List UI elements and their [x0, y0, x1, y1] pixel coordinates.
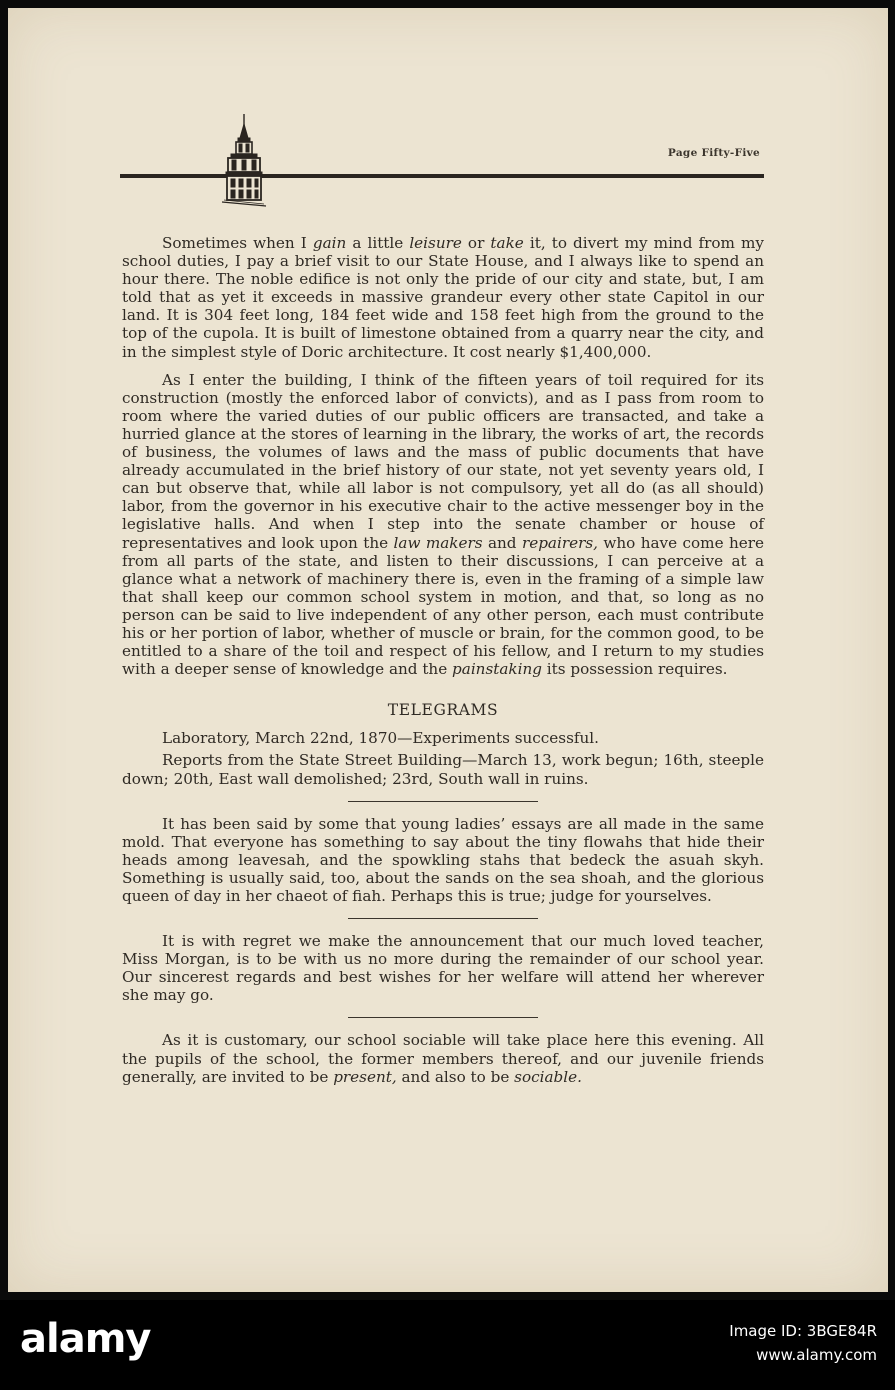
tower-ornament-icon — [214, 112, 274, 208]
section-divider — [348, 1017, 538, 1018]
telegrams-heading: TELEGRAMS — [387, 701, 499, 720]
section-divider — [348, 918, 538, 919]
telegram-state-street: Reports from the State Street Building—March 13, work begun; 16th, steeple down; 20th, East wall demolished; 23rd, South wall in ruins. — [122, 751, 764, 788]
article-body — [122, 234, 764, 1086]
document-page — [8, 8, 888, 1292]
page-number: Page Fifty-Five — [667, 147, 760, 159]
watermark-logo: alamy — [20, 1316, 151, 1362]
image-id-label: Image ID: 3BGE84R — [729, 1322, 877, 1340]
paragraph-building-visit: As I enter the building, I think of the fifteen years of toil required for its construction (mostly the enforced labor of convicts), and as I pass from room to room where the varied duties of our public officers are transacted, and take a hurried glance at the stores of learning in the library, the works of art, the records of business, the volumes of laws and the mass of public documents that have already accumulated in the brief history of our state, not yet seventy years old, I can but observe that, while all labor is not compulsory, yet all do (as all should) labor, from the governor in his executive chair to the active messenger boy in the legislative halls. And when I step into the senate chamber or house of representatives and look upon the law makers and repairers, who have come here from all parts of the state, and listen to their discussions, I can perceive at a glance what a network of machinery there is, even in the framing of a simple law that shall keep our common school system in motion, and that, so long as no person can be said to live independent of any other person, each must contribute his or her portion of labor, whether of muscle or brain, for the common good, to be entitled to a share of the toil and respect of his fellow, and I return to my studies with a deeper sense of knowledge and the painstaking its possession requires. — [122, 370, 764, 679]
site-url-label: www.alamy.com — [756, 1346, 877, 1364]
section-divider — [348, 801, 538, 802]
paragraph-state-house: Sometimes when I gain a little leisure or take it, to divert my mind from my school duties, I pay a brief visit to our State House, and I always like to spend an hour there. The noble edifice is not only the pride of our city and state, but, I am told that as yet it exceeds in massive grandeur every other state Capitol in our land. It is 304 feet long, 184 feet wide and 158 feet high from the ground to the top of the cupola. It is built of limestone obtained from a quarry near the city, and in the simplest style of Doric architecture. It cost nearly $1,400,000. — [122, 234, 764, 361]
paragraph-teacher: It is with regret we make the announcement that our much loved teacher, Miss Morgan, is to be with us no more during the remainder of our school year. Our sincerest regards and best wishes for her welfare will attend her wherever she may go. — [122, 932, 764, 1005]
telegram-laboratory: Laboratory, March 22nd, 1870—Experiments successful. — [162, 729, 599, 748]
paragraph-sociable: As it is customary, our school sociable will take place here this evening. All the pupils of the school, the former members thereof, and our juvenile friends generally, are invited to be present, and also to be sociable. — [122, 1031, 764, 1086]
paragraph-essays: It has been said by some that young ladies’ essays are all made in the same mold. That everyone has something to say about the tiny flowahs that hide their heads among leavesah, and the spowkling stahs that bedeck the asuah skyh. Something is usually said, too, about the sands on the sea shoah, and the glorious queen of day in her chaeot of fiah. Perhaps this is true; judge for yourselves. — [122, 814, 764, 905]
